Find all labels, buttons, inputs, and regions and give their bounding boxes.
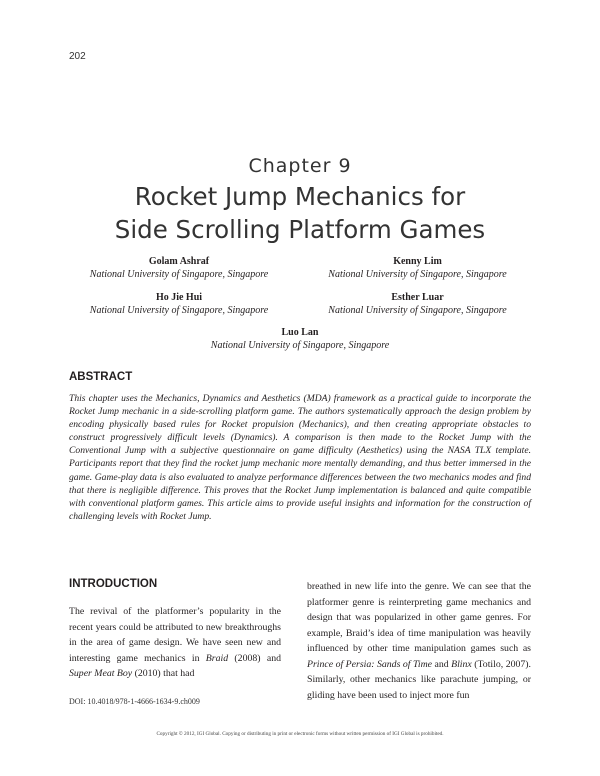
chapter-label: Chapter 9	[248, 155, 352, 177]
game-title: Prince of Persia: Sands of Time	[307, 658, 432, 670]
author-block	[69, 255, 289, 281]
body-text: breathed in new life into the genre. We can see that the platformer genre is reinterpreting game mechanics and design that was popularized in other game genres. For example, Braid’s idea of time manipulation was heavily influenced by other time manipulation games such as	[307, 581, 531, 654]
body-text: and	[432, 658, 452, 670]
author-name: Kenny Lim	[393, 256, 442, 267]
author-affiliation: National University of Singapore, Singapore	[89, 305, 269, 316]
author-name: Esther Luar	[391, 292, 444, 303]
author-name: Golam Ashraf	[148, 256, 210, 267]
abstract-heading: ABSTRACT	[69, 371, 133, 383]
author-block	[305, 291, 530, 317]
author-affiliation: National University of Singapore, Singapore	[328, 269, 507, 280]
introduction-heading: INTRODUCTION	[69, 578, 158, 590]
chapter-title	[0, 180, 600, 246]
chapter-title-line-1: Rocket Jump Mechanics for	[134, 182, 466, 211]
page-number: 202	[69, 51, 86, 62]
author-name: Luo Lan	[281, 327, 319, 338]
copyright-notice: Copyright © 2012, IGI Global. Copying or distributing in print or electronic forms without written permission of IGI Global is prohibited.	[156, 731, 444, 737]
intro-column-left	[69, 604, 281, 682]
game-title: Blinx	[451, 658, 472, 670]
author-block	[69, 291, 289, 317]
author-block	[305, 255, 530, 281]
author-name: Ho Jie Hui	[155, 292, 203, 303]
author-block	[180, 326, 420, 352]
body-text: (2008) and	[228, 652, 281, 664]
abstract-body: This chapter uses the Mechanics, Dynamics and Aesthetics (MDA) framework as a practical guide to incorporate the Rocket Jump mechanic in a side-scrolling platform game. The authors systematically approach the design problem by encoding physically based rules for Rocket propulsion (Mechanics), and then creating appropriate obstacles to construct progressively difficult levels (Dynamics). A comparison is then made to the Rocket Jump with the Conventional Jump with a subjective questionnaire on game difficulty (Aesthetics) using the NASA TLX template. Participants report that they find the rocket jump mechanic more mentally demanding, and thus better immersed in the game. Game-play data is also evaluated to analyze performance differences between the two mechanics modes and find that there is negligible difference. This proves that the Rocket Jump implementation is balanced and quite compatible with conventional platform games. This article aims to provide useful insights and information for the construction of challenging levels with Rocket Jump.	[69, 393, 531, 522]
intro-column-right	[307, 579, 531, 703]
body-text: (2010) that had	[132, 668, 195, 679]
author-affiliation: National University of Singapore, Singapore	[210, 340, 390, 351]
author-affiliation: National University of Singapore, Singapore	[328, 305, 507, 316]
game-title: Braid	[205, 652, 229, 664]
chapter-title-line-2: Side Scrolling Platform Games	[114, 215, 486, 244]
doi: DOI: 10.4018/978-1-4666-1634-9.ch009	[69, 697, 200, 706]
body-text: (Totilo, 2007). Similarly, other mechanics like parachute jumping, or gliding have been used to inject more fun	[307, 658, 531, 701]
author-affiliation: National University of Singapore, Singapore	[89, 269, 269, 280]
game-title: Super Meat Boy	[69, 668, 133, 679]
body-text: The revival of the platformer’s popularity in the recent years could be attributed to new breakthroughs in the area of game design. We have seen new and interesting game mechanics in	[69, 606, 281, 664]
